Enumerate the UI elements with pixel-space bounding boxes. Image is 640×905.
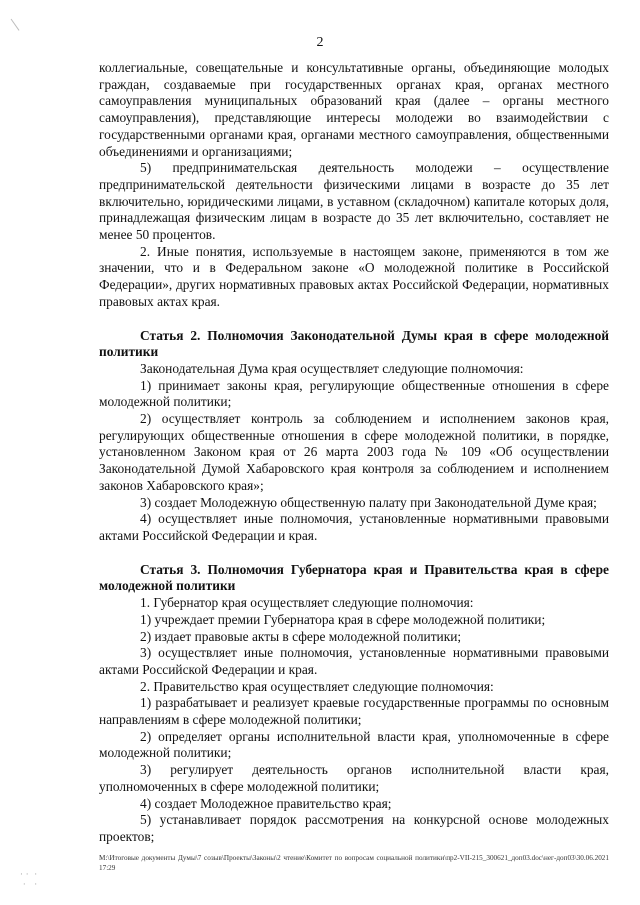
article-2-title: Статья 2. Полномочия Законодательной Думы края в сфере молодежной политики [99,327,609,360]
article-3-paragraph: 2. Правительство края осуществляет следующие полномочия: [140,678,494,694]
article-3-paragraph: 5) устанавливает порядок рассмотрения на конкурсной основе молодежных проектов; [99,812,609,844]
article-3-paragraph: 3) осуществляет иные полномочия, установленные нормативными правовыми актами Российской Федерации и края. [99,645,609,677]
article-3-paragraph: 2) определяет органы исполнительной власти края, уполномоченные в сфере молодежной политики; [99,728,609,761]
intro-paragraph-1: коллегиальные, совещательные и консультативные органы, объединяющие молодых граждан, создаваемые при государственных органах края, органах местного самоуправления муниципальных образований края (далее – органы местного самоуправления), представляющие интересы молодежи во взаимодействии с государственными органами края, органами местного самоуправления, общественными объединениями и организациями; [99,60,609,159]
article-2-paragraph: Законодательная Дума края осуществляет следующие полномочия: [140,360,524,376]
article-2-paragraph: 2) осуществляет контроль за соблюдением и исполнением законов края, регулирующих общественные отношения в сфере молодежной политики, в порядке, установленном Законом края от 26 марта 2003 года № 109 «Об осуществлении Законодательной Думой Хабаровского края контроля за соблюдением и исполнением законов Хабаровского края»; [99,411,609,493]
article-2-paragraph: 1) принимает законы края, регулирующие общественные отношения в сфере молодежной политики; [99,377,609,410]
file-path-footer: М:\Итоговые документы Думы\7 созыв\Проекты\Законы\2 чтение\Комитет по вопросам социальной политики\пр2-VII-215_300621_доп03.doc\нег-доп03\30.06.2021 17:29 [99,854,609,872]
article-2-paragraph: 4) осуществляет иные полномочия, установленные нормативными правовыми актами Российской Федерации и края. [99,511,609,543]
article-3-paragraph: 4) создает Молодежное правительство края; [140,795,392,811]
article-3-paragraph: 1) учреждает премии Губернатора края в сфере молодежной политики; [140,611,546,627]
intro-paragraph-3: 2. Иные понятия, используемые в настоящем законе, применяются в том же значении, что и в Федеральном законе «О молодежной политике в Российской Федерации», других нормативных правовых актах Российской Федерации, нормативных правовых актах края. [99,243,609,309]
intro-paragraph-2: 5) предпринимательская деятельность молодежи – осуществление предпринимательской деятельности физическими лицами в возрасте до 35 лет включительно, юридическими лицами, в уставном (складочном) капитале которых доля, принадлежащая физическим лицам в возрасте до 35 лет включительно, составляет не менее 50 процентов. [99,160,609,243]
article-3-paragraph: 1. Губернатор края осуществляет следующие полномочия: [140,595,474,611]
article-3-title: Статья 3. Полномочия Губернатора края и Правительства края в сфере молодежной политики [99,561,609,594]
document-body [99,60,609,846]
scan-artifact: · · · · · [20,870,38,890]
article-3-paragraph: 3) регулирует деятельность органов исполнительной власти края, уполномоченных в сфере молодежной политики; [99,762,609,794]
article-2-paragraph: 3) создает Молодежную общественную палату при Законодательной Думе края; [140,494,597,510]
article-3-paragraph: 2) издает правовые акты в сфере молодежной политики; [140,628,462,644]
page-number: 2 [316,35,324,50]
article-3-paragraph: 1) разрабатывает и реализует краевые государственные программы по основным направлениям в сфере молодежной политики; [99,695,609,728]
scan-artifact [11,15,25,30]
